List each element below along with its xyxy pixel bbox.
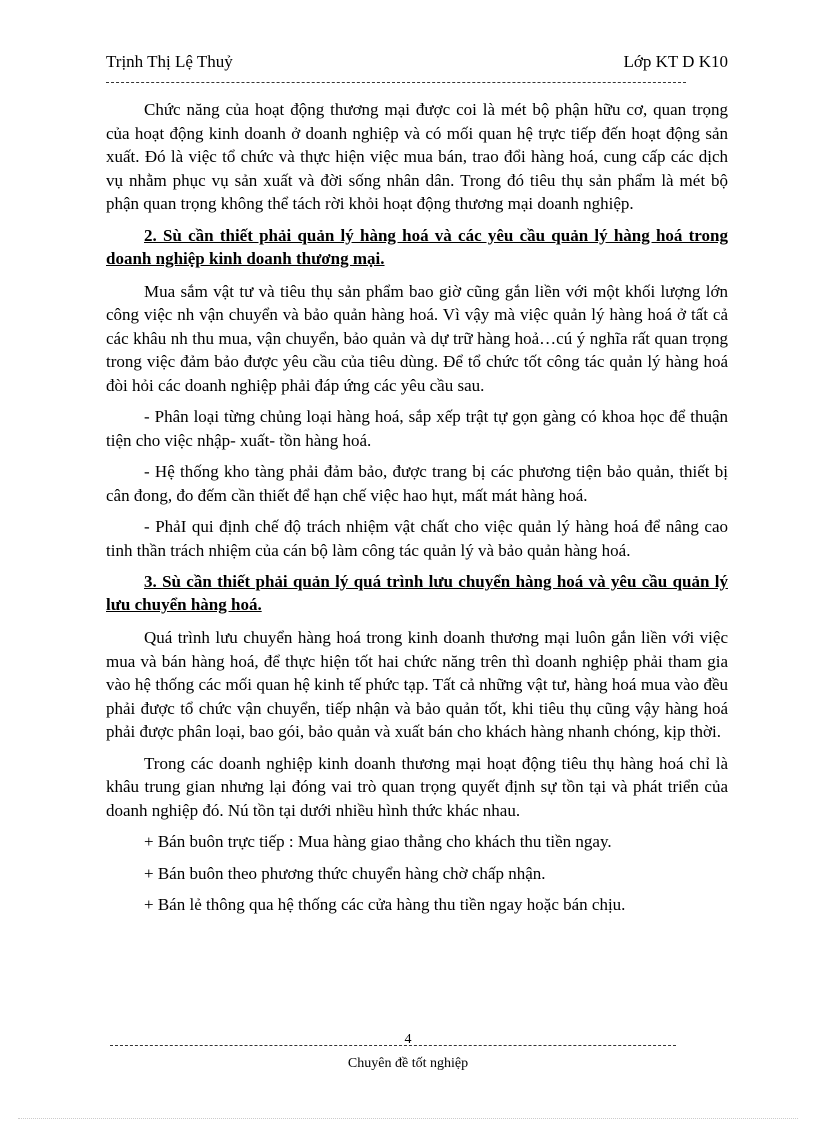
header-divider: [106, 82, 686, 83]
sales-method-3: + Bán lẻ thông qua hệ thống các cửa hàng thu tiền ngay hoặc bán chịu.: [144, 895, 626, 914]
paragraph-2: Mua sắm vật tư và tiêu thụ sản phẩm bao giờ cũng gắn liền với một khối lượng lớn công việc nh vận chuyển và bảo quản hàng hoá. Vì vậy mà việc quản lý hàng hoá ở tất cả các khâu nh thu mua, vận chuyển, bảo quản và dự trữ hàng hoả…cú ý nghĩa rất quan trọng trong việc đảm bảo được yêu cầu của tiêu dùng. Để tổ chức tốt công tác quản lý hàng hoá đòi hỏi các doanh nghiệp phải đáp ứng các yêu cầu sau.: [106, 281, 728, 395]
page-header: [106, 52, 728, 78]
footer-divider: [110, 1045, 676, 1046]
requirement-2: - Hệ thống kho tàng phải đảm bảo, được trang bị các phương tiện bảo quản, thiết bị cân đong, đo đếm cần thiết để hạn chế việc hao hụt, mất mát hàng hoá.: [106, 462, 728, 505]
sales-method-2: + Bán buôn theo phương thức chuyển hàng chờ chấp nhận.: [144, 863, 546, 883]
class-name: Lớp KT D K10: [623, 52, 728, 71]
page-bottom-border: [18, 1118, 798, 1119]
section-3-heading: 3. Sù cần thiết phải quản lý quá trình lưu chuyển hàng hoá và yêu cầu quản lý lưu chuyển hàng hoá.: [106, 572, 728, 614]
document-body: [106, 98, 728, 925]
requirement-3: - PhảI qui định chế độ trách nhiệm vật chất cho việc quản lý hàng hoá để nâng cao tinh thần trách nhiệm của cán bộ làm công tác quản lý và bảo quản hàng hoá.: [106, 517, 728, 560]
sales-method-1: + Bán buôn trực tiếp : Mua hàng giao thẳng cho khách thu tiền ngay.: [144, 832, 612, 851]
section-2-heading: 2. Sù cần thiết phải quản lý hàng hoá và các yêu cầu quản lý hàng hoá trong doanh nghiệp kinh doanh thương mại.: [106, 225, 728, 268]
author-name: Trịnh Thị Lệ Thuỷ: [106, 52, 233, 71]
requirement-1: - Phân loại từng chủng loại hàng hoá, sắp xếp trật tự gọn gàng có khoa học để thuận tiện cho việc nhập- xuất- tồn hàng hoá.: [106, 407, 728, 450]
footer-title: Chuyên đề tốt nghiệp: [347, 1056, 469, 1071]
paragraph-3: Quá trình lưu chuyển hàng hoá trong kinh doanh thương mại luôn gắn liền với việc mua và bán hàng hoá, để thực hiện tốt hai chức năng trên thì doanh nghiệp phải tham gia vào hệ thống các mối quan hệ kinh tế phức tạp. Tất cả những vật tư, hàng hoá mua vào đều phải được tổ chức vận chuyển, tiếp nhận và bảo quản tốt, khi tiêu thụ cũng vậy hàng hoá phải được phân loại, bao gói, bảo quản và xuất bán cho khách hàng nhanh chóng, kịp thời.: [106, 628, 728, 741]
page-number: 4: [404, 1032, 412, 1047]
paragraph-1: Chức năng của hoạt động thương mại được coi là mét bộ phận hữu cơ, quan trọng của hoạt động kinh doanh ở doanh nghiệp và có mối quan hệ trực tiếp đến hoạt động sản xuất. Đó là việc tổ chức và thực hiện việc mua bán, trao đổi hàng hoá, cung cấp các dịch vụ nhằm phục vụ sản xuất và đời sống nhân dân. Trong đó tiêu thụ sản phẩm là mét bộ phận quan trọng không thể tách rời khỏi hoạt động thương mại doanh nghiệp.: [106, 100, 728, 213]
paragraph-4: Trong các doanh nghiệp kinh doanh thương mại hoạt động tiêu thụ hàng hoá chỉ là khâu trung gian nhưng lại đóng vai trò quan trọng quyết định sự tồn tại và phát triển của doanh nghiệp đó. Nú tồn tại dưới nhiều hình thức khác nhau.: [106, 753, 728, 820]
